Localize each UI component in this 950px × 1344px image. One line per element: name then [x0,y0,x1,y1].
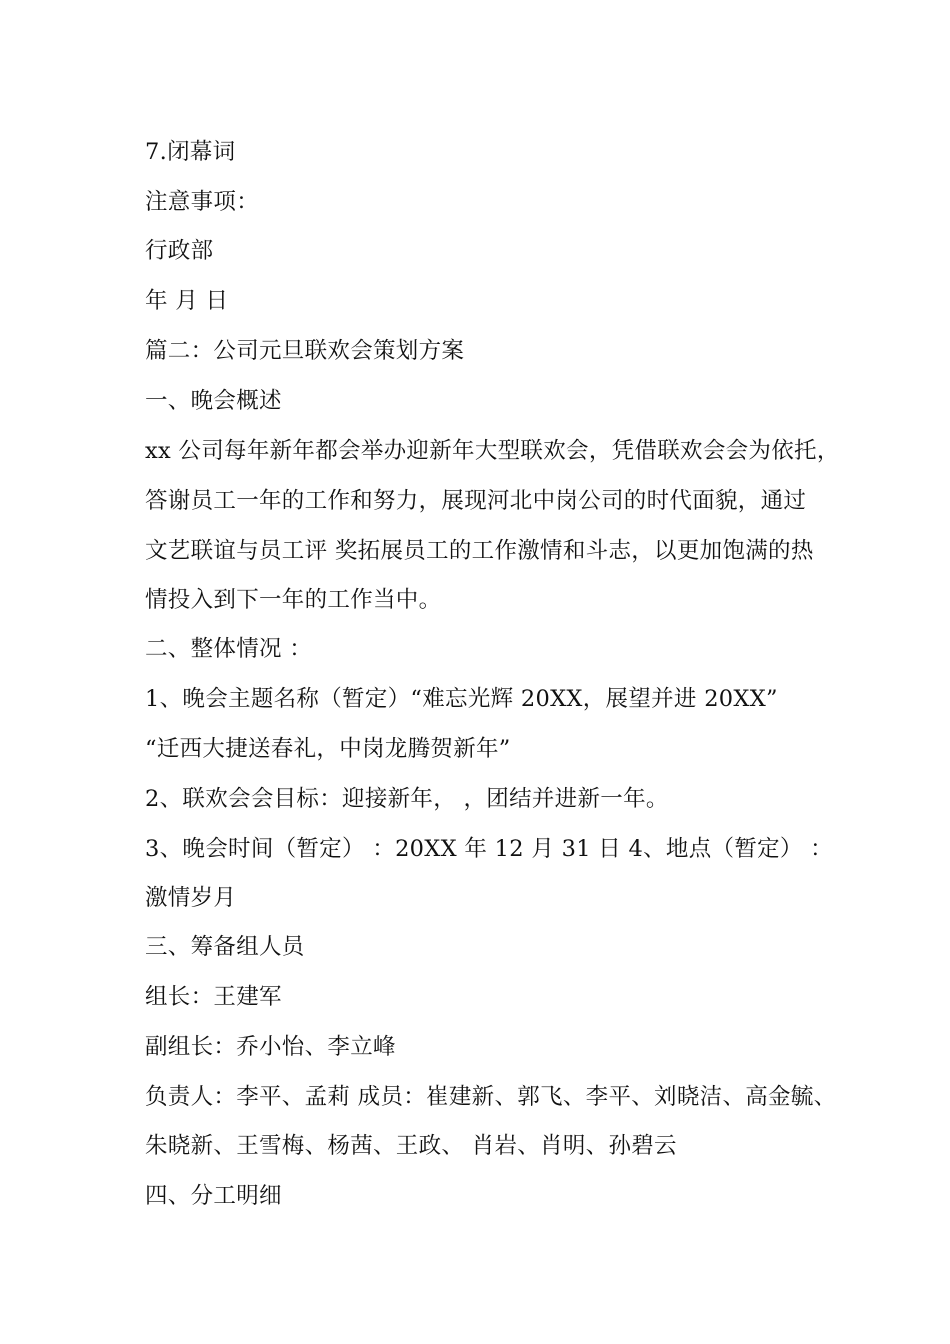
location-value-line: 激情岁月 [145,885,237,911]
heading-overall-situation: 二、整体情况 ： [145,636,313,662]
team-leader-line: 组长：王建军 [145,984,282,1010]
heading-division-of-work: 四、分工明细 [145,1183,282,1209]
heading-overview: 一、晚会概述 [145,388,282,414]
department-signature: 行政部 [145,238,214,264]
closing-speech-item: 7.闭幕词 [145,139,236,165]
theme-slogan-line: “迁西大捷送春礼，中岗龙腾贺新年” [145,736,511,762]
heading-preparation-team: 三、筹备组人员 [145,934,305,960]
theme-name-line: 1、晚会主题名称（暂定）“难忘光辉 20XX，展望并进 20XX” [145,686,778,712]
overview-paragraph-line-3: 文艺联谊与员工评 奖拓展员工的工作激情和斗志，以更加饱满的热 [145,538,814,564]
members-line-2: 朱晓新、王雪梅、杨茜、王政、 肖岩、肖明、孙碧云 [145,1133,677,1159]
section-title-part-two: 篇二：公司元旦联欢会策划方案 [145,338,465,364]
overview-paragraph-line-1: xx 公司每年新年都会举办迎新年大型联欢会，凭借联欢会会为依托， [145,438,840,464]
overview-paragraph-line-4: 情投入到下一年的工作当中。 [145,587,442,613]
time-location-line: 3、晚会时间（暂定） ：20XX 年 12 月 31 日 4、地点（暂定） ： [145,836,833,862]
notes-heading: 注意事项： [145,189,260,215]
goal-line: 2、联欢会会目标：迎接新年， ，团结并进新一年。 [145,786,669,812]
deputy-leader-line: 副组长：乔小怡、李立峰 [145,1034,396,1060]
date-line: 年 月 日 [145,288,229,314]
overview-paragraph-line-2: 答谢员工一年的工作和努力，展现河北中岗公司的时代面貌，通过 [145,488,807,514]
members-line-1: 负责人：李平、孟莉 成员：崔建新、郭飞、李平、刘晓洁、高金毓、 [145,1084,837,1110]
